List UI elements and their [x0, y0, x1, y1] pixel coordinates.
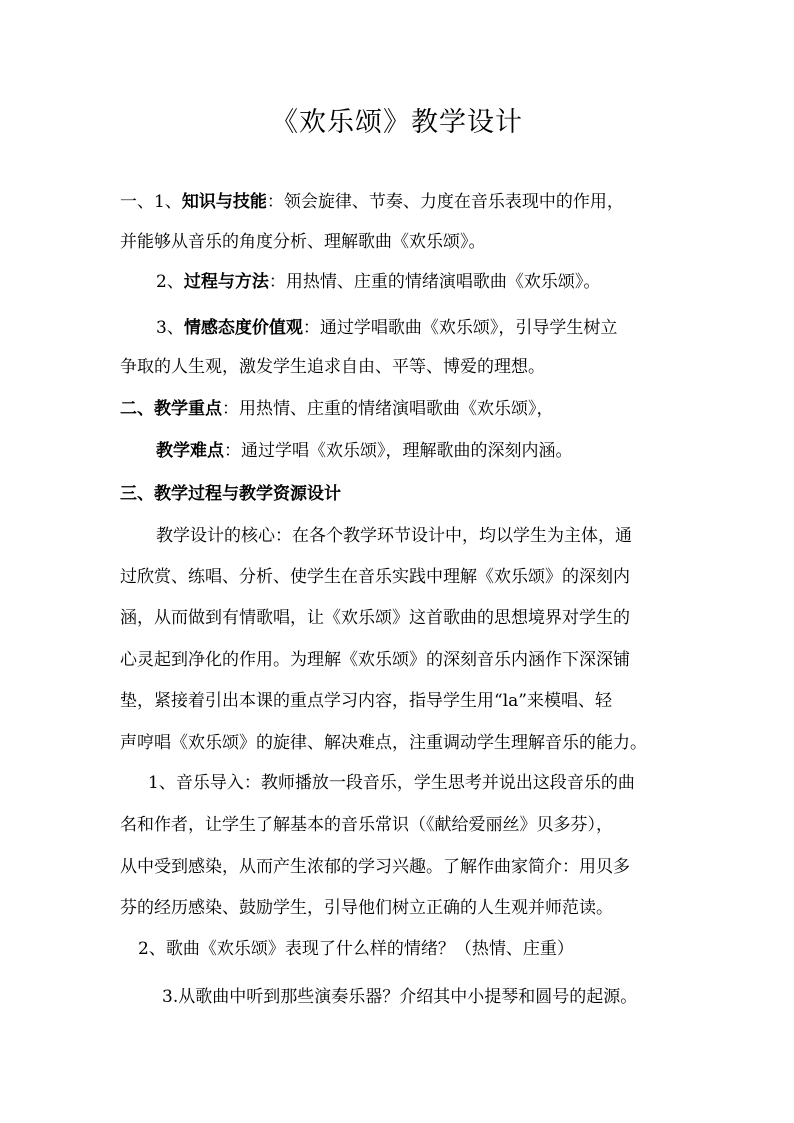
difficulty-line — [156, 441, 573, 461]
difficulty-label: 教学难点 — [156, 441, 224, 461]
objective-3-label: 情感态度价值观 — [183, 318, 303, 338]
key-point-line — [120, 399, 554, 419]
key-point-label: 教学重点 — [154, 399, 222, 419]
process-heading: 三、教学过程与教学资源设计 — [120, 484, 341, 504]
step-1-line: 名和作者，让学生了解基本的音乐常识（《献给爱丽丝》贝多芬）， — [120, 815, 613, 835]
page-title: 《欢乐颂》教学设计 — [271, 107, 523, 138]
objective-3-text-1: ：通过学唱歌曲《欢乐颂》，引导学生树立 — [302, 318, 618, 338]
core-paragraph-line: 声哼唱《欢乐颂》的旋律、解决难点，注重调动学生理解音乐的能力。 — [120, 733, 647, 753]
objective-3-prefix: 3、 — [156, 318, 184, 338]
difficulty-text: ：通过学唱《欢乐颂》，理解歌曲的深刻内涵。 — [224, 441, 573, 461]
step-1-line: 1、音乐导入：教师播放一段音乐，学生思考并说出这段音乐的曲 — [148, 773, 635, 793]
objective-1-text-1: ：领会旋律、节奏、力度在音乐表现中的作用， — [266, 192, 624, 212]
core-paragraph-line: 涵，从而做到有情歌唱，让《欢乐颂》这首歌曲的思想境界对学生的 — [120, 608, 630, 628]
objective-2-line — [156, 272, 600, 292]
step-1-line: 从中受到感染，从而产生浓郁的学习兴趣。了解作曲家简介：用贝多 — [120, 857, 630, 877]
objective-1-line-1 — [120, 192, 624, 212]
core-paragraph-line: 过欣赏、练唱、分析、使学生在音乐实践中理解《欢乐颂》的深刻内 — [120, 567, 630, 587]
step-3-line: 3.从歌曲中听到那些演奏乐器？介绍其中小提琴和圆号的起源。 — [162, 987, 638, 1007]
core-paragraph-line: 教学设计的核心：在各个教学环节设计中，均以学生为主体，通 — [156, 526, 632, 546]
objective-2-text: ：用热情、庄重的情绪演唱歌曲《欢乐颂》。 — [268, 272, 601, 292]
key-point-text: ：用热情、庄重的情绪演唱歌曲《欢乐颂》， — [222, 399, 554, 419]
core-paragraph-line: 心灵起到净化的作用。为理解《欢乐颂》的深刻音乐内涵作下深深铺 — [120, 650, 630, 670]
step-2-line: 2、歌曲《欢乐颂》表现了什么样的情绪？（热情、庄重） — [138, 939, 574, 959]
objective-3-line-2: 争取的人生观，激发学生追求自由、平等、博爱的理想。 — [120, 357, 545, 377]
key-point-prefix: 二、 — [120, 399, 154, 419]
objective-1-prefix: 一、1、 — [120, 192, 182, 212]
objective-2-label: 过程与方法 — [183, 272, 269, 292]
core-paragraph-line: 垫，紧接着引出本课的重点学习内容，指导学生用“la”来模唱、轻 — [120, 691, 612, 711]
objective-1-line-2: 并能够从音乐的角度分析、理解歌曲《欢乐颂》。 — [120, 232, 486, 252]
objective-2-prefix: 2、 — [156, 272, 184, 292]
step-1-line: 芬的经历感染、鼓励学生，引导他们树立正确的人生观并师范读。 — [120, 898, 613, 918]
objective-1-label: 知识与技能 — [181, 192, 267, 212]
objective-3-line-1 — [156, 318, 617, 338]
